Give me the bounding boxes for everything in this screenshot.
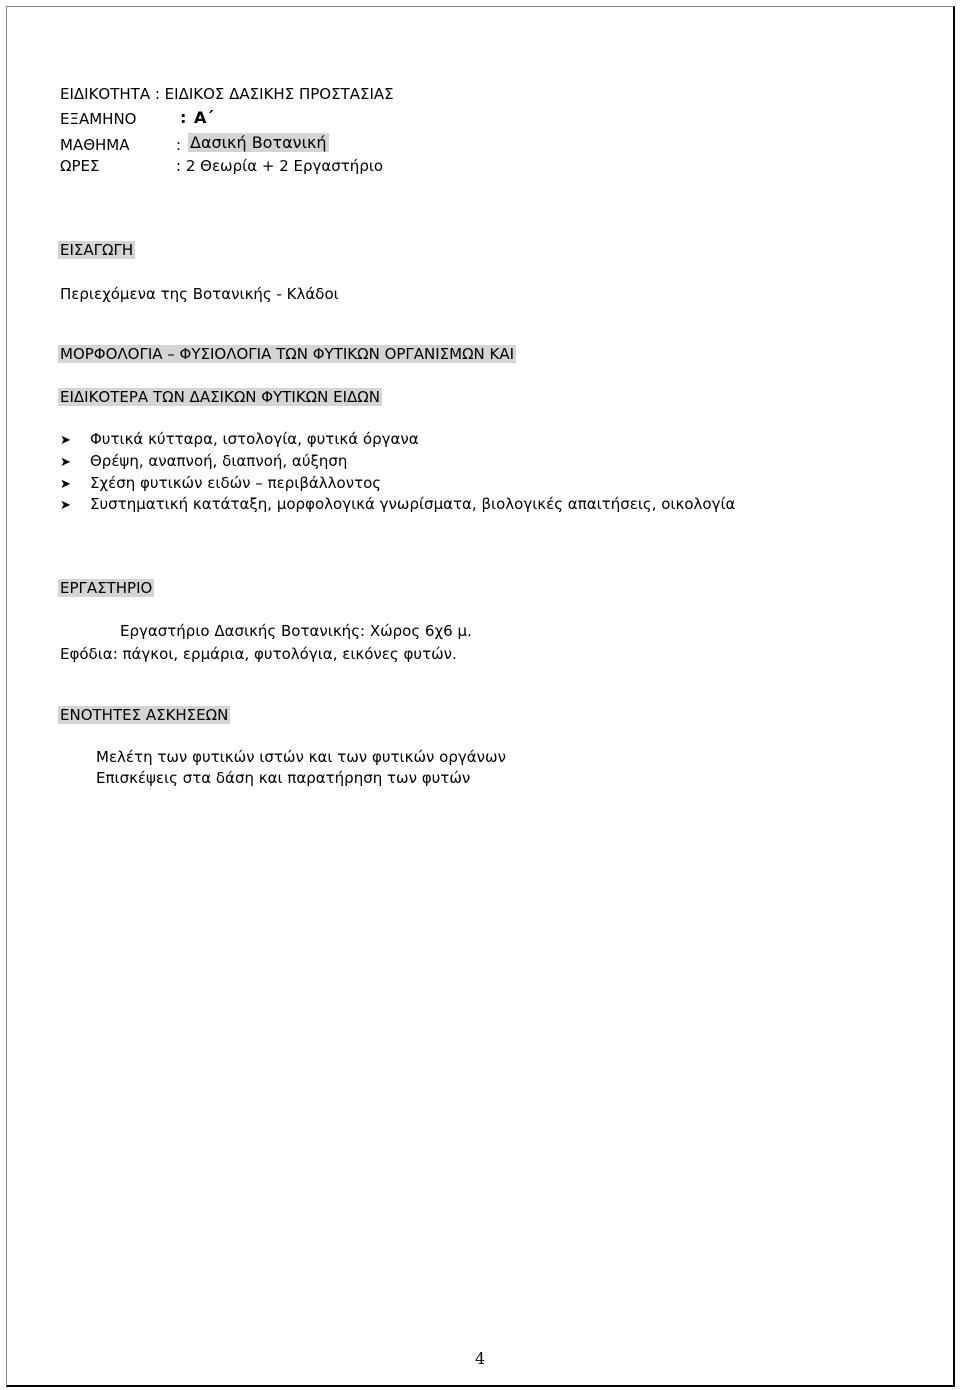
list-item: [60, 430, 419, 448]
arrowhead-bullet-icon: ➤: [60, 477, 71, 492]
intro-heading: ΕΙΣΑΓΩΓΗ: [60, 241, 134, 259]
semester-value: Α΄: [194, 108, 214, 127]
course-label: ΜΑΘΗΜΑ: [60, 136, 130, 154]
arrowhead-bullet-icon: ➤: [60, 498, 71, 513]
list-item: [60, 452, 347, 470]
list-item: [60, 495, 735, 513]
intro-text: Περιεχόμενα της Βοτανικής - Κλάδοι: [60, 285, 339, 303]
arrowhead-bullet-icon: ➤: [60, 455, 71, 470]
semester-sep: :: [180, 108, 187, 127]
list-item-text: Σχέση φυτικών ειδών – περιβάλλοντος: [90, 474, 382, 492]
exercise-item: Επισκέψεις στα δάση και παρατήρηση των φυτών: [96, 769, 471, 787]
arrowhead-bullet-icon: ➤: [60, 433, 71, 448]
hours-value: : 2 Θεωρία + 2 Εργαστήριο: [176, 157, 384, 175]
list-item-text: Θρέψη, αναπνοή, διαπνοή, αύξηση: [90, 452, 348, 470]
specialty-line: ΕΙΔΙΚΟΤΗΤΑ : ΕΙΔΙΚΟΣ ΔΑΣΙΚΗΣ ΠΡΟΣΤΑΣΙΑΣ: [60, 85, 394, 103]
list-item: [60, 474, 381, 492]
list-item-text: Συστηματική κατάταξη, μορφολογικά γνωρίσματα, βιολογικές απαιτήσεις, οικολογία: [90, 495, 736, 513]
exercises-heading: ΕΝΟΤΗΤΕΣ ΑΣΚΗΣΕΩΝ: [60, 706, 229, 724]
page-number: 4: [475, 1349, 486, 1368]
course-value: Δασική Βοτανική: [190, 133, 327, 152]
course-sep: :: [176, 136, 182, 154]
morphology-heading-line2: ΕΙΔΙΚΟΤΕΡΑ ΤΩΝ ΔΑΣΙΚΩΝ ΦΥΤΙΚΩΝ ΕΙΔΩΝ: [60, 388, 380, 406]
lab-line1: Εργαστήριο Δασικής Βοτανικής: Χώρος 6χ6 μ.: [120, 622, 472, 640]
page-border: [6, 6, 955, 1387]
morphology-heading-line1: ΜΟΡΦΟΛΟΓΙΑ – ΦΥΣΙΟΛΟΓΙΑ ΤΩΝ ΦΥΤΙΚΩΝ ΟΡΓΑΝΙΣΜΩΝ ΚΑΙ: [60, 345, 515, 363]
semester-label: ΕΞΑΜΗΝΟ: [60, 110, 137, 128]
exercise-item: Μελέτη των φυτικών ιστών και των φυτικών οργάνων: [96, 748, 506, 766]
list-item-text: Φυτικά κύτταρα, ιστολογία, φυτικά όργανα: [90, 430, 419, 448]
lab-line2: Εφόδια: πάγκοι, ερμάρια, φυτολόγια, εικόνες φυτών.: [60, 645, 457, 663]
hours-label: ΩΡΕΣ: [60, 157, 100, 175]
lab-heading: ΕΡΓΑΣΤΗΡΙΟ: [60, 579, 153, 597]
